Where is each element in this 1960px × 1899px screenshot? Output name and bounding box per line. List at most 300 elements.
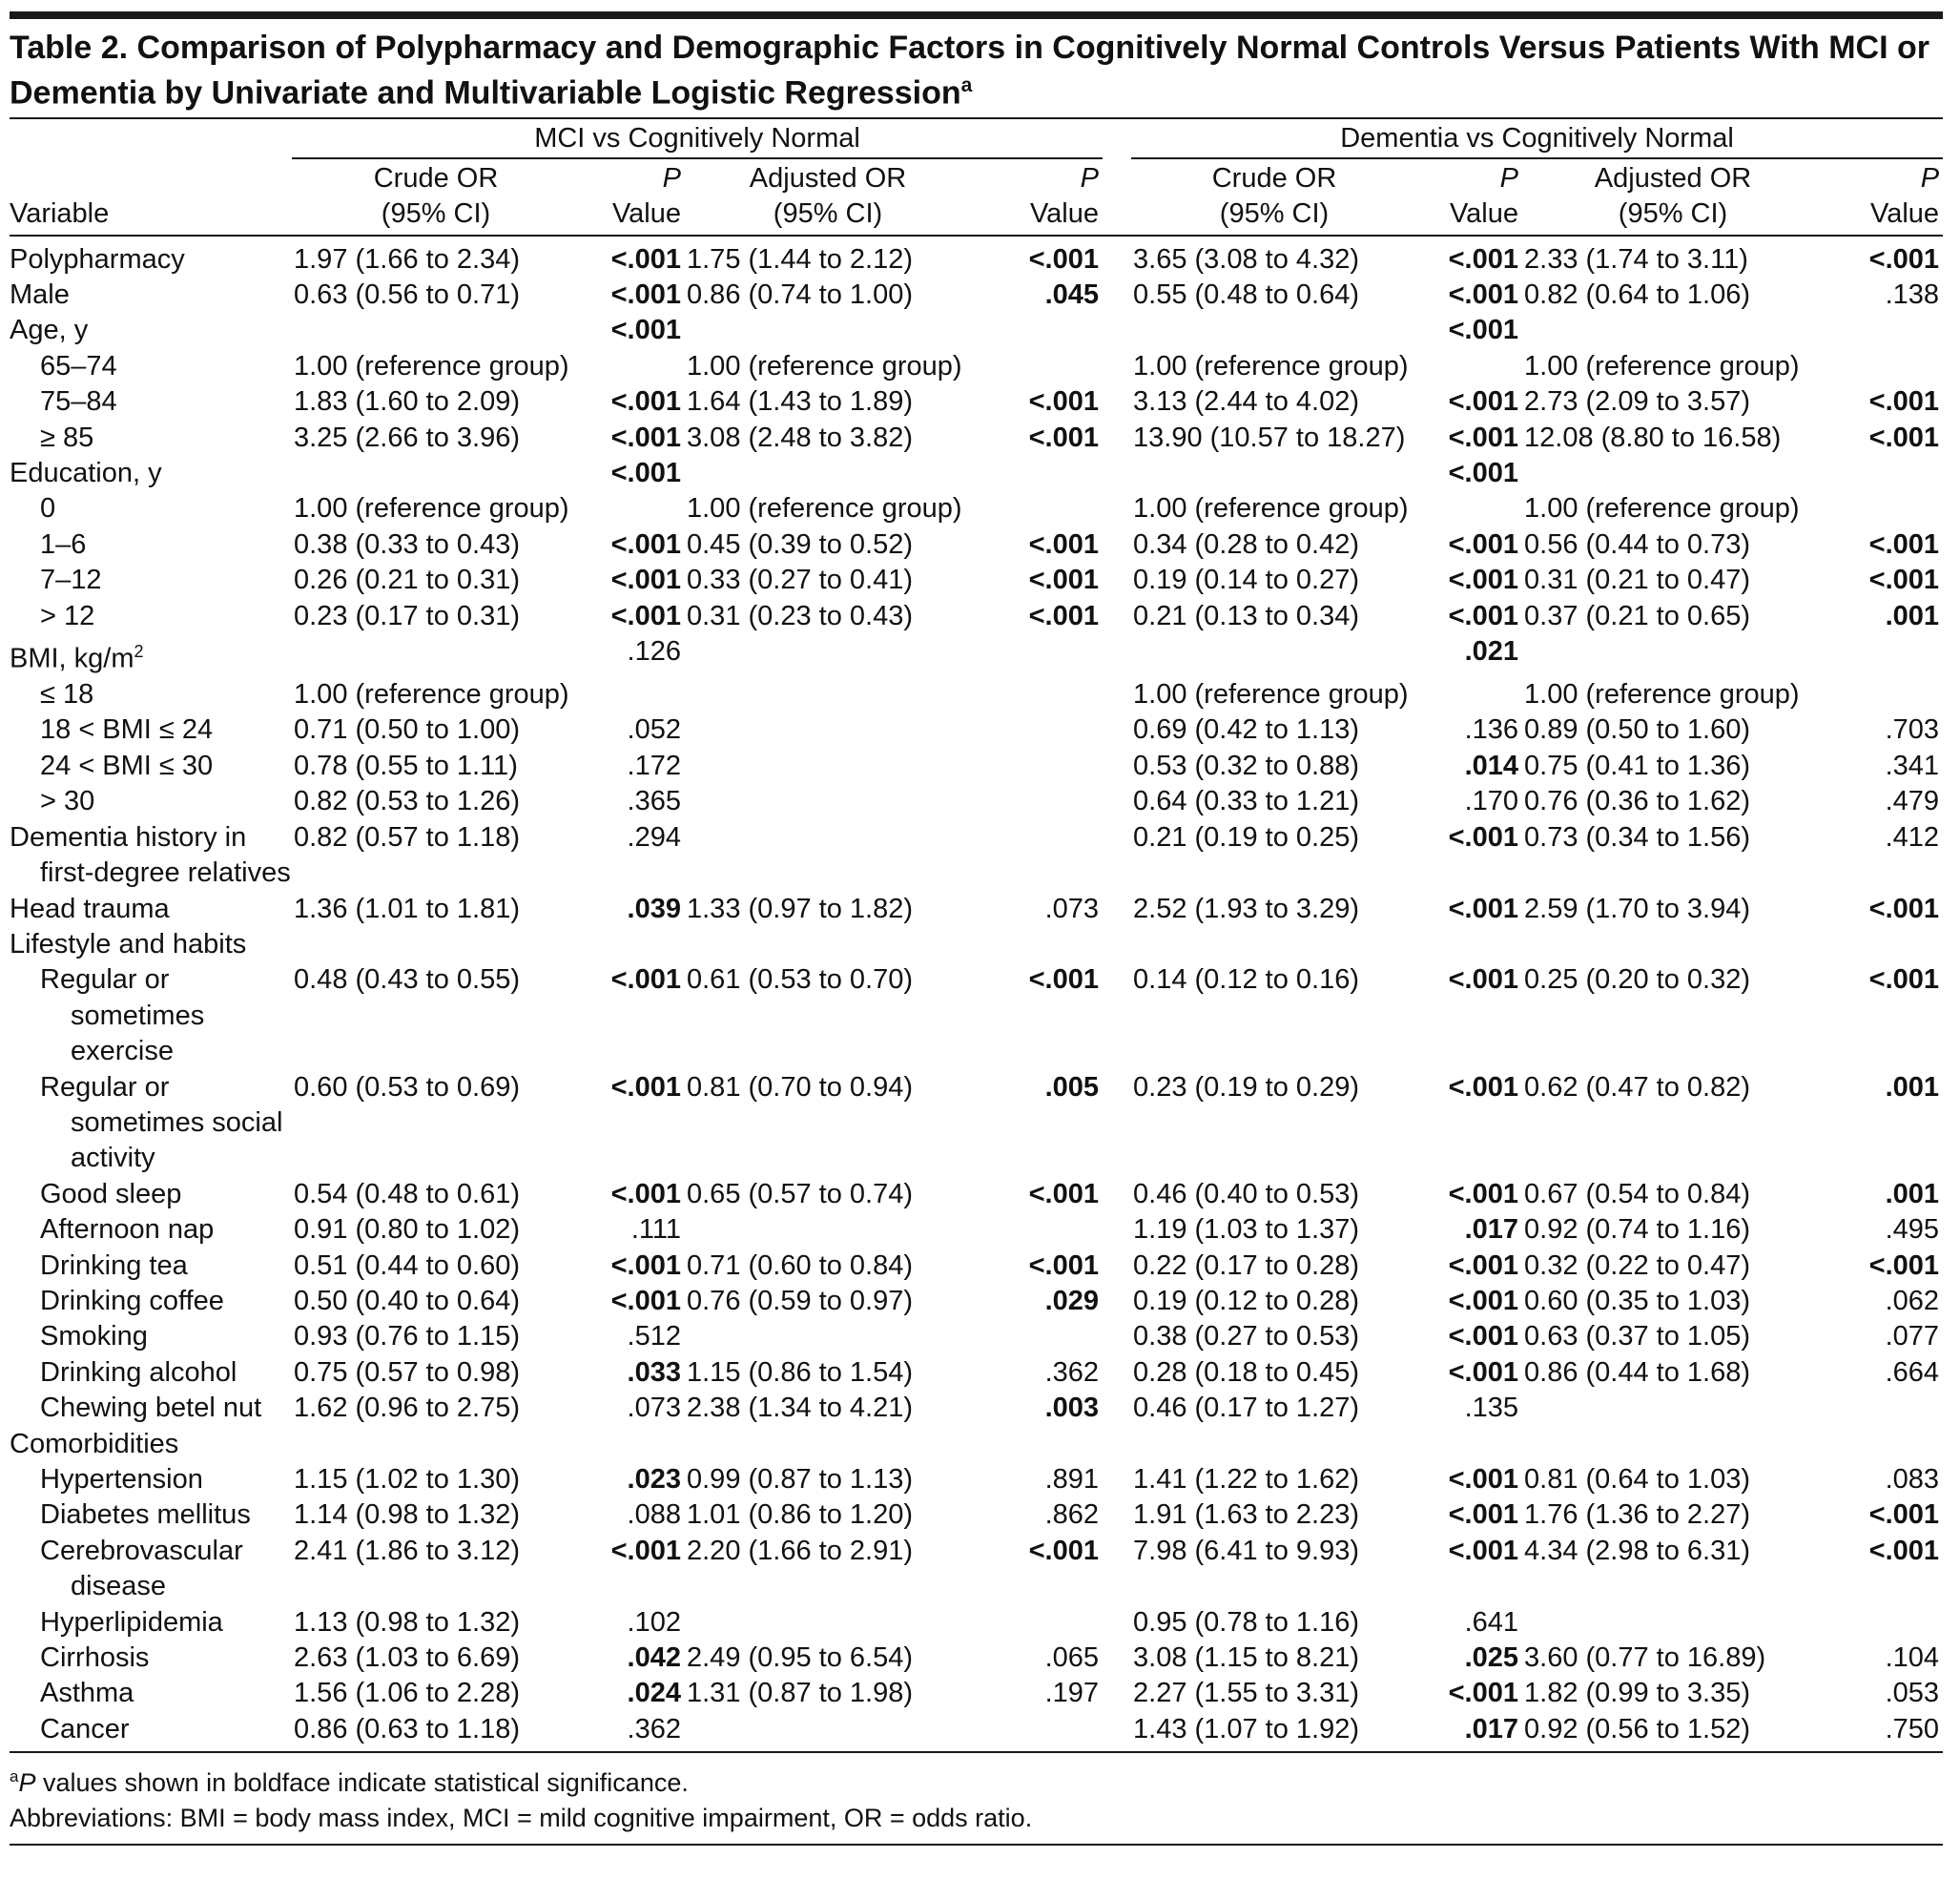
cell-p-mci-crude: .294 — [627, 821, 681, 853]
table-row — [10, 677, 1943, 712]
cell-p-mci-crude: <.001 — [610, 1178, 681, 1209]
cell-crude-or-dementia: 0.19 (0.12 to 0.28) — [1133, 1285, 1360, 1316]
table-row — [10, 1355, 1943, 1391]
cell-adj-or-dementia: 0.89 (0.50 to 1.60) — [1524, 714, 1751, 746]
row-label: Smoking — [40, 1321, 148, 1352]
cell-p-dementia-adj: .703 — [1885, 714, 1940, 746]
cell-adj-or-dementia: 1.76 (1.36 to 2.27) — [1524, 1499, 1751, 1531]
cell-adj-or-mci: 1.15 (0.86 to 1.54) — [687, 1356, 913, 1388]
col-adj-or-mci: Adjusted OR — [749, 162, 907, 194]
cell-crude-or-dementia: 3.08 (1.15 to 8.21) — [1133, 1642, 1360, 1674]
cell-crude-or-dementia: 1.41 (1.22 to 1.62) — [1133, 1464, 1360, 1496]
cell-adj-or-mci — [685, 1212, 971, 1248]
cell-adj-or-dementia: 0.60 (0.35 to 1.03) — [1524, 1285, 1751, 1316]
table-header — [10, 119, 1943, 235]
cell-p-mci-crude: .362 — [627, 1713, 681, 1744]
cell-adj-or-dementia: 1.00 (reference group) — [1524, 679, 1800, 711]
cell-p-mci-crude: <.001 — [610, 528, 681, 560]
cell-p-mci-adj: .362 — [1044, 1356, 1100, 1388]
col-ci-label-2: (95% CI) — [685, 196, 971, 235]
col-ci-label-3: (95% CI) — [1131, 196, 1417, 235]
cell-crude-or-dementia: 2.27 (1.55 to 3.31) — [1133, 1678, 1360, 1709]
row-label: Asthma — [40, 1678, 134, 1709]
cell-p-dementia-adj: .341 — [1885, 750, 1940, 781]
cell-adj-or-dementia: 0.31 (0.21 to 0.47) — [1524, 565, 1751, 596]
cell-crude-or-mci: 1.83 (1.60 to 2.09) — [294, 386, 520, 418]
cell-crude-or-dementia — [1131, 313, 1417, 348]
cell-adj-or-mci — [685, 1319, 971, 1354]
cell-adj-or-mci: 1.00 (reference group) — [687, 350, 962, 382]
cell-adj-or-mci — [685, 784, 971, 819]
row-label: Hypertension — [40, 1464, 203, 1496]
cell-adj-or-dementia: 3.60 (0.77 to 16.89) — [1524, 1642, 1766, 1674]
cell-adj-or-mci: 1.64 (1.43 to 1.89) — [687, 386, 913, 418]
table-title-text: Table 2. Comparison of Polypharmacy and Demographic Factors in Cognitively Normal Controls Versus Patients With MCI or Dementia by Univariate and Multivariable Logistic Regression — [10, 30, 1930, 112]
cell-p-dementia-adj — [1824, 677, 1943, 712]
cell-p-mci-crude: .039 — [627, 893, 681, 924]
cell-crude-or-dementia: 0.46 (0.40 to 0.53) — [1133, 1178, 1360, 1209]
row-label: Regular or sometimes social activity — [40, 1071, 283, 1174]
bottom-rule — [10, 1844, 1943, 1846]
row-label: 75–84 — [40, 386, 117, 418]
cell-p-dementia-adj — [1824, 456, 1943, 491]
cell-p-dementia-crude — [1417, 1427, 1522, 1462]
cell-adj-or-mci — [685, 456, 971, 491]
cell-p-dementia-adj — [1824, 313, 1943, 348]
cell-crude-or-mci: 0.82 (0.57 to 1.18) — [294, 821, 520, 853]
cell-adj-or-dementia: 0.67 (0.54 to 0.84) — [1524, 1178, 1751, 1209]
cell-p-dementia-adj: .412 — [1885, 821, 1940, 853]
cell-adj-or-mci: 1.31 (0.87 to 1.98) — [687, 1678, 913, 1709]
row-label: Cirrhosis — [40, 1642, 150, 1674]
row-label: 0 — [40, 493, 56, 525]
row-label: ≤ 18 — [40, 679, 94, 711]
cell-adj-or-mci — [685, 1605, 971, 1641]
cell-p-mci-adj — [971, 677, 1103, 712]
table-row — [10, 1641, 1943, 1676]
table-row — [10, 563, 1943, 598]
cell-adj-or-mci — [685, 634, 971, 677]
row-label: Comorbidities — [10, 1428, 179, 1459]
cell-p-mci-crude: .024 — [627, 1678, 681, 1709]
cell-adj-or-dementia — [1522, 1427, 1824, 1462]
cell-p-mci-adj — [971, 1319, 1103, 1354]
cell-crude-or-mci — [292, 313, 580, 348]
table-row — [10, 1249, 1943, 1284]
cell-crude-or-dementia: 0.22 (0.17 to 0.28) — [1133, 1249, 1360, 1281]
cell-p-mci-adj: .197 — [1044, 1678, 1100, 1709]
cell-p-dementia-crude: .017 — [1464, 1214, 1519, 1246]
cell-adj-or-dementia: 0.81 (0.64 to 1.03) — [1524, 1464, 1751, 1496]
row-label: Regular or sometimes exercise — [40, 964, 205, 1067]
cell-p-mci-crude: <.001 — [610, 243, 681, 275]
cell-adj-or-dementia — [1522, 1605, 1824, 1641]
row-label: Drinking alcohol — [40, 1356, 237, 1388]
cell-crude-or-dementia: 0.19 (0.14 to 0.27) — [1133, 565, 1360, 596]
cell-p-mci-crude — [580, 927, 685, 962]
cell-adj-or-mci: 0.31 (0.23 to 0.43) — [687, 600, 913, 631]
row-label: Drinking coffee — [40, 1285, 224, 1316]
cell-p-dementia-adj: .077 — [1885, 1321, 1940, 1352]
cell-crude-or-dementia: 0.28 (0.18 to 0.45) — [1133, 1356, 1360, 1388]
col-value-label-3: Value — [1417, 196, 1522, 235]
cell-p-mci-crude: <.001 — [610, 600, 681, 631]
table-row — [10, 527, 1943, 563]
cell-crude-or-mci: 0.50 (0.40 to 0.64) — [294, 1285, 520, 1316]
cell-adj-or-dementia: 0.63 (0.37 to 1.05) — [1524, 1321, 1751, 1352]
cell-crude-or-mci: 0.82 (0.53 to 1.26) — [294, 786, 520, 817]
table-row — [10, 278, 1943, 313]
cell-p-dementia-adj: .062 — [1885, 1285, 1940, 1316]
cell-p-mci-crude: <.001 — [610, 1285, 681, 1316]
cell-p-dementia-adj — [1824, 634, 1943, 677]
cell-p-mci-adj — [971, 927, 1103, 962]
cell-adj-or-dementia: 4.34 (2.98 to 6.31) — [1524, 1535, 1751, 1566]
cell-crude-or-dementia: 1.91 (1.63 to 2.23) — [1133, 1499, 1360, 1531]
cell-adj-or-mci: 0.76 (0.59 to 0.97) — [687, 1285, 913, 1316]
cell-adj-or-dementia: 0.32 (0.22 to 0.47) — [1524, 1249, 1751, 1281]
row-label: > 12 — [40, 600, 95, 631]
row-label: Male — [10, 279, 70, 310]
cell-p-mci-adj: .862 — [1044, 1499, 1100, 1531]
cell-p-dementia-crude — [1417, 677, 1522, 712]
cell-crude-or-dementia: 1.00 (reference group) — [1133, 350, 1409, 382]
cell-p-mci-adj — [971, 784, 1103, 819]
cell-crude-or-mci: 0.60 (0.53 to 0.69) — [294, 1071, 520, 1103]
cell-p-mci-crude — [580, 491, 685, 526]
table-row — [10, 892, 1943, 927]
cell-crude-or-mci — [292, 456, 580, 491]
footnote-abbreviations: Abbreviations: BMI = body mass index, MCI = mild cognitive impairment, OR = odds ratio. — [10, 1804, 1033, 1833]
cell-crude-or-mci: 2.41 (1.86 to 3.12) — [294, 1535, 520, 1566]
cell-p-mci-crude: <.001 — [610, 279, 681, 310]
cell-p-dementia-crude: <.001 — [1448, 821, 1519, 853]
row-label: Polypharmacy — [10, 243, 185, 275]
cell-adj-or-mci: 0.61 (0.53 to 0.70) — [687, 964, 913, 996]
cell-crude-or-dementia: 0.14 (0.12 to 0.16) — [1133, 964, 1360, 996]
table-row — [10, 1712, 1943, 1751]
table-row — [10, 927, 1943, 962]
cell-crude-or-mci: 1.56 (1.06 to 2.28) — [294, 1678, 520, 1709]
cell-p-dementia-adj: <.001 — [1868, 1249, 1940, 1281]
cell-p-dementia-crude: <.001 — [1448, 279, 1519, 310]
table-row — [10, 1391, 1943, 1426]
row-label: ≥ 85 — [40, 422, 94, 453]
cell-p-mci-crude: .102 — [627, 1606, 681, 1638]
cell-adj-or-mci: 2.20 (1.66 to 2.91) — [687, 1535, 913, 1566]
table-row — [10, 712, 1943, 748]
cell-p-mci-adj: <.001 — [1028, 422, 1100, 453]
cell-p-dementia-adj: .664 — [1885, 1356, 1940, 1388]
table-row — [10, 236, 1943, 278]
cell-p-mci-adj: <.001 — [1028, 1178, 1100, 1209]
cell-adj-or-dementia: 0.86 (0.44 to 1.68) — [1524, 1356, 1751, 1388]
cell-crude-or-dementia: 0.55 (0.48 to 0.64) — [1133, 279, 1360, 310]
cell-p-mci-adj: <.001 — [1028, 243, 1100, 275]
table-row — [10, 349, 1943, 384]
col-crude-or-mci: Crude OR — [373, 162, 499, 194]
table-row — [10, 820, 1943, 892]
cell-p-dementia-crude: .135 — [1464, 1393, 1519, 1424]
cell-adj-or-dementia: 0.92 (0.56 to 1.52) — [1524, 1713, 1751, 1744]
col-crude-or-dementia: Crude OR — [1211, 162, 1337, 194]
cell-adj-or-mci: 0.45 (0.39 to 0.52) — [687, 528, 913, 560]
cell-crude-or-dementia: 1.00 (reference group) — [1133, 493, 1409, 525]
cell-crude-or-mci: 1.62 (0.96 to 2.75) — [294, 1393, 520, 1424]
cell-p-mci-crude: .111 — [630, 1214, 681, 1246]
cell-crude-or-dementia: 0.53 (0.32 to 0.88) — [1133, 750, 1360, 781]
cell-p-mci-adj: <.001 — [1028, 964, 1100, 996]
cell-p-mci-crude: <.001 — [610, 1071, 681, 1103]
row-label: Age, y — [10, 315, 89, 346]
cell-p-dementia-crude: .136 — [1464, 714, 1519, 746]
cell-p-mci-crude: .126 — [627, 636, 681, 668]
group-header-dementia: Dementia vs Cognitively Normal — [1131, 119, 1943, 157]
cell-p-dementia-adj: <.001 — [1868, 565, 1940, 596]
cell-p-mci-crude — [580, 349, 685, 384]
cell-adj-or-mci: 0.71 (0.60 to 0.84) — [687, 1249, 913, 1281]
cell-p-mci-crude: .172 — [627, 750, 681, 781]
table-row — [10, 491, 1943, 526]
cell-p-dementia-adj: <.001 — [1868, 422, 1940, 453]
col-p-label-4: P — [1920, 162, 1940, 194]
cell-p-dementia-adj: <.001 — [1868, 386, 1940, 418]
cell-crude-or-dementia: 1.19 (1.03 to 1.37) — [1133, 1214, 1360, 1246]
cell-p-dementia-crude: <.001 — [1448, 1356, 1519, 1388]
cell-p-mci-adj: .891 — [1044, 1464, 1100, 1496]
cell-p-mci-crude — [580, 1427, 685, 1462]
cell-adj-or-dementia: 12.08 (8.80 to 16.58) — [1524, 422, 1782, 453]
cell-p-mci-adj — [971, 456, 1103, 491]
table-row — [10, 1177, 1943, 1212]
cell-p-dementia-adj: .053 — [1885, 1678, 1940, 1709]
table-row — [10, 1462, 1943, 1497]
row-label: Chewing betel nut — [40, 1393, 262, 1424]
cell-adj-or-mci: 0.99 (0.87 to 1.13) — [687, 1464, 913, 1496]
cell-adj-or-mci: 1.75 (1.44 to 2.12) — [687, 243, 913, 275]
cell-adj-or-dementia: 0.75 (0.41 to 1.36) — [1524, 750, 1751, 781]
table-row — [10, 456, 1943, 491]
row-label: Diabetes mellitus — [40, 1499, 251, 1531]
cell-p-mci-adj — [971, 1712, 1103, 1751]
cell-adj-or-mci — [685, 313, 971, 348]
cell-p-dementia-crude: .017 — [1464, 1713, 1519, 1744]
cell-p-dementia-adj: <.001 — [1868, 528, 1940, 560]
cell-adj-or-mci: 1.01 (0.86 to 1.20) — [687, 1499, 913, 1531]
cell-p-mci-adj: <.001 — [1028, 1535, 1100, 1566]
cell-adj-or-dementia — [1522, 634, 1824, 677]
cell-crude-or-dementia: 0.38 (0.27 to 0.53) — [1133, 1321, 1360, 1352]
col-p-label-1: P — [662, 162, 681, 194]
cell-crude-or-mci: 1.15 (1.02 to 1.30) — [294, 1464, 520, 1496]
cell-p-mci-adj — [971, 1212, 1103, 1248]
cell-p-dementia-adj: .083 — [1885, 1464, 1940, 1496]
cell-crude-or-mci: 1.00 (reference group) — [294, 679, 569, 711]
cell-p-mci-crude — [580, 677, 685, 712]
table-row — [10, 749, 1943, 784]
cell-p-mci-crude: .073 — [627, 1393, 681, 1424]
cell-p-dementia-crude: <.001 — [1448, 315, 1519, 346]
cell-p-dementia-crude: <.001 — [1448, 528, 1519, 560]
cell-p-mci-crude: .042 — [627, 1642, 681, 1674]
cell-p-mci-adj: <.001 — [1028, 600, 1100, 631]
table-row — [10, 634, 1943, 677]
cell-p-dementia-crude: <.001 — [1448, 457, 1519, 488]
cell-p-dementia-adj: .479 — [1885, 786, 1940, 817]
results-table — [10, 119, 1943, 1751]
cell-adj-or-dementia: 2.73 (2.09 to 3.57) — [1524, 386, 1751, 418]
cell-p-mci-crude: .088 — [627, 1499, 681, 1531]
cell-p-mci-adj — [971, 749, 1103, 784]
cell-adj-or-mci: 0.33 (0.27 to 0.41) — [687, 565, 913, 596]
cell-adj-or-dementia: 0.62 (0.47 to 0.82) — [1524, 1071, 1751, 1103]
table-row — [10, 962, 1943, 1069]
row-label: 1–6 — [40, 528, 87, 560]
cell-p-dementia-adj — [1824, 1605, 1943, 1641]
row-label: 65–74 — [40, 350, 117, 382]
cell-adj-or-mci: 2.38 (1.34 to 4.21) — [687, 1393, 913, 1424]
cell-adj-or-dementia: 2.59 (1.70 to 3.94) — [1524, 893, 1751, 924]
cell-adj-or-dementia: 0.76 (0.36 to 1.62) — [1524, 786, 1751, 817]
cell-adj-or-dementia: 0.37 (0.21 to 0.65) — [1524, 600, 1751, 631]
table-page — [10, 0, 1943, 1846]
cell-crude-or-mci: 0.38 (0.33 to 0.43) — [294, 528, 520, 560]
cell-p-mci-crude: <.001 — [610, 1535, 681, 1566]
cell-adj-or-dementia: 0.92 (0.74 to 1.16) — [1524, 1214, 1751, 1246]
cell-adj-or-mci: 0.81 (0.70 to 0.94) — [687, 1071, 913, 1103]
cell-p-dementia-adj: .750 — [1885, 1713, 1940, 1744]
cell-adj-or-dementia — [1522, 456, 1824, 491]
cell-crude-or-dementia: 0.34 (0.28 to 0.42) — [1133, 528, 1360, 560]
cell-adj-or-mci — [685, 927, 971, 962]
cell-adj-or-dementia — [1522, 1391, 1824, 1426]
cell-crude-or-mci — [292, 634, 580, 677]
column-header-row-1 — [10, 158, 1943, 196]
cell-p-dementia-adj — [1824, 491, 1943, 526]
cell-crude-or-mci: 0.63 (0.56 to 0.71) — [294, 279, 520, 310]
cell-crude-or-mci: 0.75 (0.57 to 0.98) — [294, 1356, 520, 1388]
row-label: Lifestyle and habits — [10, 928, 247, 960]
table-row — [10, 599, 1943, 634]
cell-p-dementia-adj: .001 — [1885, 600, 1940, 631]
footnote-a: $^a$P values shown in boldface indicate statistical significance. — [10, 1767, 689, 1798]
cell-crude-or-mci: 1.00 (reference group) — [294, 350, 569, 382]
row-label: Cerebrovascular disease — [40, 1535, 243, 1602]
cell-crude-or-mci: 2.63 (1.03 to 6.69) — [294, 1642, 520, 1674]
cell-p-dementia-adj: <.001 — [1868, 893, 1940, 924]
cell-crude-or-mci: 0.93 (0.76 to 1.15) — [294, 1321, 520, 1352]
cell-p-mci-adj: .005 — [1044, 1071, 1100, 1103]
cell-p-dementia-crude: <.001 — [1448, 1249, 1519, 1281]
cell-adj-or-mci — [685, 677, 971, 712]
cell-p-dementia-crude: .170 — [1464, 786, 1519, 817]
row-label: Dementia history in first-degree relatives — [10, 821, 291, 889]
cell-crude-or-dementia: 0.69 (0.42 to 1.13) — [1133, 714, 1360, 746]
cell-adj-or-dementia: 0.25 (0.20 to 0.32) — [1524, 964, 1751, 996]
cell-p-dementia-crude: <.001 — [1448, 893, 1519, 924]
cell-p-mci-adj: <.001 — [1028, 386, 1100, 418]
table-row — [10, 1605, 1943, 1641]
cell-crude-or-mci: 0.86 (0.63 to 1.18) — [294, 1713, 520, 1744]
cell-p-dementia-crude: <.001 — [1448, 1178, 1519, 1209]
cell-p-mci-adj: .003 — [1044, 1393, 1100, 1424]
cell-crude-or-dementia: 7.98 (6.41 to 9.93) — [1133, 1535, 1360, 1566]
row-label: Cancer — [40, 1713, 130, 1744]
cell-p-dementia-adj: .001 — [1885, 1178, 1940, 1209]
cell-crude-or-mci: 0.51 (0.44 to 0.60) — [294, 1249, 520, 1281]
cell-p-dementia-adj: .495 — [1885, 1214, 1940, 1246]
cell-p-dementia-crude: <.001 — [1448, 243, 1519, 275]
cell-p-dementia-crude: <.001 — [1448, 565, 1519, 596]
cell-adj-or-mci: 0.65 (0.57 to 0.74) — [687, 1178, 913, 1209]
table-row — [10, 1534, 1943, 1605]
row-label: BMI, $kg/m^2$ — [10, 642, 144, 674]
cell-p-dementia-adj — [1824, 349, 1943, 384]
cell-crude-or-mci: 1.00 (reference group) — [294, 493, 569, 525]
table-row — [10, 313, 1943, 348]
cell-adj-or-dementia: 1.82 (0.99 to 3.35) — [1524, 1678, 1751, 1709]
cell-crude-or-dementia — [1131, 456, 1417, 491]
cell-p-dementia-crude: <.001 — [1448, 964, 1519, 996]
cell-crude-or-mci: 0.91 (0.80 to 1.02) — [294, 1214, 520, 1246]
table-row — [10, 784, 1943, 819]
table-body — [10, 236, 1943, 1752]
table-row — [10, 1070, 1943, 1177]
row-label: Drinking tea — [40, 1249, 188, 1281]
table-row — [10, 1676, 1943, 1711]
cell-p-mci-adj: <.001 — [1028, 528, 1100, 560]
row-label: Education, y — [10, 457, 162, 488]
cell-crude-or-dementia: 2.52 (1.93 to 3.29) — [1133, 893, 1360, 924]
cell-p-mci-adj: .029 — [1044, 1285, 1100, 1316]
col-value-label-1: Value — [580, 196, 685, 235]
col-p-label-3: P — [1499, 162, 1519, 194]
cell-p-dementia-crude: <.001 — [1448, 422, 1519, 453]
cell-p-dementia-crude: .641 — [1464, 1606, 1519, 1638]
cell-crude-or-dementia: 1.00 (reference group) — [1133, 679, 1409, 711]
col-adj-or-dementia: Adjusted OR — [1594, 162, 1752, 194]
cell-p-dementia-adj: <.001 — [1868, 243, 1940, 275]
row-label: Good sleep — [40, 1178, 182, 1209]
cell-p-mci-adj: <.001 — [1028, 1249, 1100, 1281]
cell-adj-or-dementia — [1522, 927, 1824, 962]
cell-p-mci-adj — [971, 349, 1103, 384]
cell-crude-or-mci: 0.78 (0.55 to 1.11) — [294, 750, 518, 781]
row-label: Hyperlipidemia — [40, 1606, 223, 1638]
top-rule — [10, 11, 1943, 19]
cell-p-dementia-crude: <.001 — [1448, 1071, 1519, 1103]
cell-p-mci-crude: <.001 — [610, 315, 681, 346]
cell-p-mci-adj: <.001 — [1028, 565, 1100, 596]
cell-p-mci-crude: .365 — [627, 786, 681, 817]
cell-adj-or-mci: 2.49 (0.95 to 6.54) — [687, 1642, 913, 1674]
cell-crude-or-mci: 1.97 (1.66 to 2.34) — [294, 243, 520, 275]
cell-p-mci-adj: .065 — [1044, 1642, 1100, 1674]
cell-p-dementia-adj: .104 — [1885, 1642, 1940, 1674]
cell-p-mci-crude: <.001 — [610, 565, 681, 596]
cell-p-dementia-crude: <.001 — [1448, 1499, 1519, 1531]
cell-crude-or-dementia: 1.43 (1.07 to 1.92) — [1133, 1713, 1360, 1744]
group-header-mci: MCI vs Cognitively Normal — [292, 119, 1103, 157]
cell-p-dementia-adj — [1824, 927, 1943, 962]
cell-crude-or-mci: 3.25 (2.66 to 3.96) — [294, 422, 520, 453]
cell-p-mci-adj — [971, 820, 1103, 892]
col-p-label-2: P — [1080, 162, 1100, 194]
cell-crude-or-dementia: 3.13 (2.44 to 4.02) — [1133, 386, 1360, 418]
cell-crude-or-mci: 1.13 (0.98 to 1.32) — [294, 1606, 520, 1638]
cell-adj-or-mci — [685, 1427, 971, 1462]
cell-p-dementia-adj: .138 — [1885, 279, 1940, 310]
